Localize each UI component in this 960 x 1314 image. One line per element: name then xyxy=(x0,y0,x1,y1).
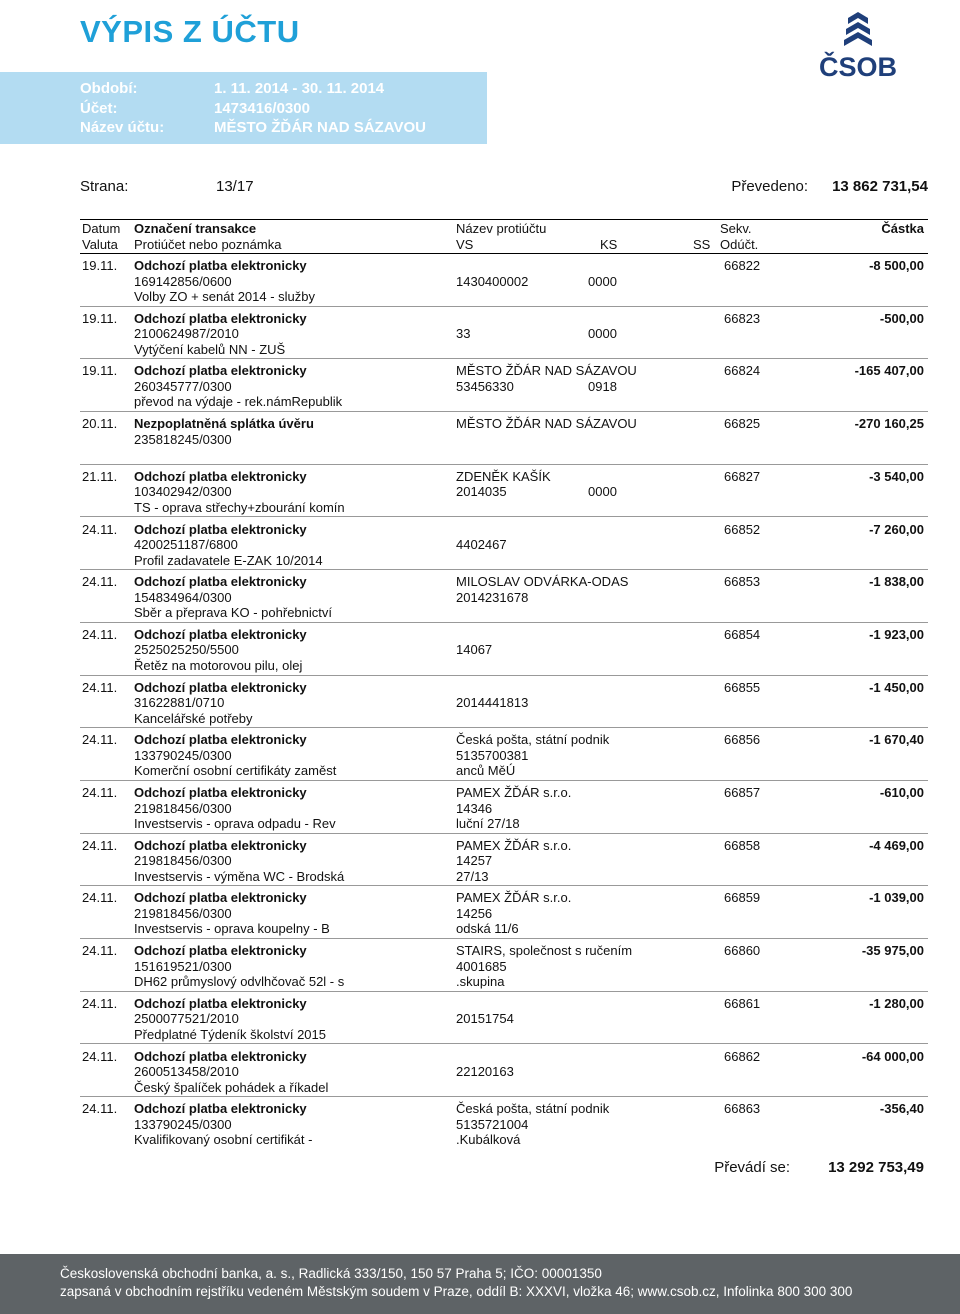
statement-title: VÝPIS Z ÚČTU xyxy=(80,14,300,49)
header-valuta: Valuta xyxy=(82,237,118,252)
tx-amount: -35 975,00 xyxy=(861,943,924,959)
tx-vs: 20151754 xyxy=(456,1011,514,1027)
tx-note: Profil zadavatele E-ZAK 10/2014 xyxy=(134,552,323,568)
period-label: Období: xyxy=(80,80,138,97)
tx-note: Volby ZO + senát 2014 - služby xyxy=(134,289,316,304)
tx-sequence: 66853 xyxy=(724,574,761,590)
tx-note: Vytýčení kabelů NN - ZUŠ xyxy=(134,341,286,357)
tx-ks: 0918 xyxy=(588,378,617,394)
tx-sequence: 66862 xyxy=(724,1048,761,1064)
tx-note: převod na výdaje - rek.námRepublik xyxy=(134,394,343,410)
tx-name-cont: luční 27/18 xyxy=(456,816,520,831)
tx-note: Sběr a přeprava KO - pohřebnictví xyxy=(134,605,332,621)
tx-note: Předplatné Týdeník školství 2015 xyxy=(134,1026,326,1042)
tx-type: Odchozí platba elektronicky xyxy=(134,521,307,537)
row-divider xyxy=(80,516,928,517)
row-divider xyxy=(80,622,928,623)
tx-amount: -1 450,00 xyxy=(869,679,924,695)
header-sequence: Sekv. xyxy=(720,221,752,236)
tx-counter-name: PAMEX ŽĎÁR s.r.o. xyxy=(456,837,572,853)
tx-counter-account: 260345777/0300 xyxy=(134,378,232,394)
tx-counter-account: 2500077521/2010 xyxy=(134,1011,239,1027)
tx-type: Odchozí platba elektronicky xyxy=(134,310,307,326)
tx-name-cont: anců MěÚ xyxy=(456,763,516,779)
tx-date: 24.11. xyxy=(82,574,118,590)
header-booking: Odúčt. xyxy=(720,237,759,252)
table-row xyxy=(80,680,928,733)
row-divider xyxy=(80,411,928,412)
tx-vs: 4001685 xyxy=(456,958,507,974)
tx-counter-account: 103402942/0300 xyxy=(134,484,232,500)
tx-name-cont: 27/13 xyxy=(456,868,489,884)
tx-note: DH62 průmyslový odvlhčovač 52l - s xyxy=(134,974,345,990)
row-divider xyxy=(80,1096,928,1097)
tx-note: Kvalifikovaný osobní certifikát - xyxy=(134,1132,313,1148)
tx-type: Odchozí platba elektronicky xyxy=(134,1101,307,1117)
table-row xyxy=(80,890,928,943)
tx-vs: 2014035 xyxy=(456,484,507,500)
tx-date: 24.11. xyxy=(82,837,118,853)
tx-note: Komerční osobní certifikáty zaměst xyxy=(134,763,337,779)
tx-sequence: 66861 xyxy=(724,995,761,1011)
tx-vs: 33 xyxy=(456,326,471,342)
tx-type: Nezpoplatněná splátka úvěru xyxy=(134,416,314,432)
tx-amount: -356,40 xyxy=(879,1101,924,1117)
header-bottom-rule xyxy=(80,253,928,254)
tx-type: Odchozí platba elektronicky xyxy=(134,626,307,642)
tx-amount: -8 500,00 xyxy=(869,258,924,273)
tx-sequence: 66860 xyxy=(724,943,761,959)
tx-type: Odchozí platba elektronicky xyxy=(134,732,307,748)
table-row xyxy=(80,574,928,627)
tx-counter-name: ZDENĚK KAŠÍK xyxy=(456,468,551,484)
tx-sequence: 66863 xyxy=(724,1101,761,1117)
tx-date: 24.11. xyxy=(82,1048,118,1064)
tx-vs: 1430400002 xyxy=(456,273,529,289)
table-row xyxy=(80,996,928,1049)
tx-sequence: 66827 xyxy=(724,468,761,484)
tx-amount: -1 923,00 xyxy=(869,626,924,642)
header-vs: VS xyxy=(456,237,474,252)
tx-type: Odchozí platba elektronicky xyxy=(134,574,307,590)
tx-sequence: 66855 xyxy=(724,679,761,695)
tx-counter-account: 133790245/0300 xyxy=(134,747,232,763)
row-divider xyxy=(80,991,928,992)
tx-counter-account: 2600513458/2010 xyxy=(134,1064,239,1079)
tx-counter-account: 2100624987/2010 xyxy=(134,326,239,342)
tx-amount: -7 260,00 xyxy=(869,521,924,537)
tx-ks: 0000 xyxy=(588,273,617,289)
tx-amount: -165 407,00 xyxy=(854,363,924,379)
footer-line-2: zapsaná v obchodním rejstříku vedeném Městským soudem v Praze, oddíl B: XXXVI, vložka 46; www.csob.cz, Infolinka 800 300 300 xyxy=(60,1284,853,1299)
tx-sequence: 66824 xyxy=(724,363,761,379)
row-divider xyxy=(80,780,928,781)
row-divider xyxy=(80,464,928,465)
tx-note: Kancelářské potřeby xyxy=(134,710,253,726)
tx-amount: -3 540,00 xyxy=(869,468,924,484)
transferred-out-value: 13 292 753,49 xyxy=(828,1159,924,1176)
tx-sequence: 66857 xyxy=(724,785,761,800)
tx-note: Český špalíček pohádek a říkadel xyxy=(134,1079,329,1095)
tx-name-cont: .Kubálková xyxy=(456,1132,521,1148)
tx-date: 24.11. xyxy=(82,521,118,537)
row-divider xyxy=(80,833,928,834)
table-row xyxy=(80,732,928,785)
tx-type: Odchozí platba elektronicky xyxy=(134,468,307,484)
table-row xyxy=(80,943,928,996)
page-label: Strana: xyxy=(80,178,129,195)
tx-amount: -1 670,40 xyxy=(869,732,924,748)
tx-date: 24.11. xyxy=(82,626,118,642)
tx-vs: 5135721004 xyxy=(456,1116,529,1132)
tx-note: TS - oprava střechy+zbourání komín xyxy=(134,499,345,515)
tx-counter-name: MILOSLAV ODVÁRKA-ODAS xyxy=(456,574,629,590)
table-row xyxy=(80,838,928,891)
tx-amount: -4 469,00 xyxy=(869,837,924,853)
tx-counter-name: Česká pošta, státní podnik xyxy=(456,1101,610,1117)
account-value: 1473416/0300 xyxy=(214,100,310,117)
tx-counter-account: 169142856/0600 xyxy=(134,273,232,289)
tx-counter-name: MĚSTO ŽĎÁR NAD SÁZAVOU xyxy=(456,363,637,379)
tx-vs: 14346 xyxy=(456,800,493,816)
tx-date: 24.11. xyxy=(82,1101,118,1117)
tx-type: Odchozí platba elektronicky xyxy=(134,1048,307,1064)
tx-counter-name: PAMEX ŽĎÁR s.r.o. xyxy=(456,890,572,906)
tx-type: Odchozí platba elektronicky xyxy=(134,837,307,853)
tx-vs: 22120163 xyxy=(456,1064,514,1079)
tx-counter-account: 133790245/0300 xyxy=(134,1116,232,1132)
tx-counter-name: STAIRS, společnost s ručením xyxy=(456,943,633,959)
tx-vs: 2014231678 xyxy=(456,589,529,605)
svg-text:ČSOB: ČSOB xyxy=(818,52,898,80)
tx-type: Odchozí platba elektronicky xyxy=(134,363,307,379)
account-info-panel xyxy=(0,72,487,144)
row-divider xyxy=(80,727,928,728)
tx-note: Investservis - výměna WC - Brodská xyxy=(134,868,345,884)
tx-sequence: 66856 xyxy=(724,732,761,748)
tx-note: Investservis - oprava koupelny - B xyxy=(134,921,330,937)
transferred-out xyxy=(714,1159,924,1176)
tx-counter-account: 219818456/0300 xyxy=(134,853,232,869)
csob-logo xyxy=(810,8,906,80)
header-amount: Částka xyxy=(881,221,924,236)
header-ks: KS xyxy=(600,237,618,252)
header-counter-account: Protiúčet nebo poznámka xyxy=(134,237,282,252)
tx-counter-account: 4200251187/6800 xyxy=(134,537,238,552)
tx-type: Odchozí platba elektronicky xyxy=(134,890,307,906)
bank-footer xyxy=(0,1254,960,1314)
table-row xyxy=(80,627,928,680)
row-divider xyxy=(80,675,928,676)
tx-counter-name: MĚSTO ŽĎÁR NAD SÁZAVOU xyxy=(456,416,637,432)
tx-sequence: 66852 xyxy=(724,521,761,537)
row-divider xyxy=(80,306,928,307)
tx-counter-account: 31622881/0710 xyxy=(134,695,225,711)
header-ss: SS xyxy=(693,237,711,252)
account-name-label: Název účtu: xyxy=(80,119,165,136)
transferred-in-label: Převedeno: xyxy=(731,178,809,195)
tx-counter-name: Česká pošta, státní podnik xyxy=(456,732,610,748)
tx-counter-name: PAMEX ŽĎÁR s.r.o. xyxy=(456,785,572,800)
tx-sequence: 66825 xyxy=(724,416,761,432)
tx-date: 21.11. xyxy=(82,468,118,484)
tx-amount: -270 160,25 xyxy=(854,416,924,432)
tx-counter-account: 219818456/0300 xyxy=(134,905,232,921)
tx-counter-account: 219818456/0300 xyxy=(134,800,232,816)
tx-type: Odchozí platba elektronicky xyxy=(134,258,307,273)
tx-counter-account: 154834964/0300 xyxy=(134,589,232,605)
tx-date: 24.11. xyxy=(82,679,118,695)
tx-counter-account: 151619521/0300 xyxy=(134,958,232,974)
tx-type: Odchozí platba elektronicky xyxy=(134,679,307,695)
tx-type: Odchozí platba elektronicky xyxy=(134,943,307,959)
table-row xyxy=(80,1049,928,1102)
tx-type: Odchozí platba elektronicky xyxy=(134,785,307,800)
tx-date: 19.11. xyxy=(82,363,118,379)
page-number: 13/17 xyxy=(216,178,254,195)
table-row xyxy=(80,1101,928,1154)
tx-date: 19.11. xyxy=(82,310,118,326)
header-date: Datum xyxy=(82,221,121,236)
table-top-rule xyxy=(80,219,928,220)
tx-date: 20.11. xyxy=(82,416,118,432)
tx-vs: 2014441813 xyxy=(456,695,529,711)
tx-name-cont: odská 11/6 xyxy=(456,921,519,937)
tx-sequence: 66823 xyxy=(724,310,761,326)
account-label: Účet: xyxy=(80,100,118,117)
tx-sequence: 66858 xyxy=(724,837,761,853)
row-divider xyxy=(80,358,928,359)
tx-amount: -64 000,00 xyxy=(861,1048,924,1064)
period-value: 1. 11. 2014 - 30. 11. 2014 xyxy=(214,80,385,97)
header-designation: Označení transakce xyxy=(134,221,257,236)
table-row xyxy=(80,363,928,416)
transferred-in-value: 13 862 731,54 xyxy=(832,178,928,195)
tx-date: 24.11. xyxy=(82,890,118,906)
table-row xyxy=(80,469,928,522)
table-row xyxy=(80,785,928,838)
tx-date: 19.11. xyxy=(82,258,118,273)
table-row xyxy=(80,258,928,311)
tx-vs: 14257 xyxy=(456,853,493,869)
tx-name-cont: .skupina xyxy=(456,974,505,990)
tx-vs: 5135700381 xyxy=(456,747,529,763)
tx-note: Investservis - oprava odpadu - Rev xyxy=(134,816,336,831)
transferred-in xyxy=(731,178,928,195)
footer-line-1: Československá obchodní banka, a. s., Radlická 333/150, 150 57 Praha 5; IČO: 00001350 xyxy=(60,1266,602,1281)
tx-counter-account: 235818245/0300 xyxy=(134,431,232,447)
tx-date: 24.11. xyxy=(82,995,118,1011)
table-row xyxy=(80,416,928,469)
tx-note: Řetěz na motorovou pilu, olej xyxy=(134,657,303,673)
tx-date: 24.11. xyxy=(82,785,118,800)
tx-vs: 14256 xyxy=(456,905,493,921)
row-divider xyxy=(80,938,928,939)
tx-vs: 14067 xyxy=(456,642,493,658)
tx-amount: -500,00 xyxy=(879,310,924,326)
table-row xyxy=(80,311,928,364)
transferred-out-label: Převádí se: xyxy=(714,1159,791,1176)
row-divider xyxy=(80,569,928,570)
tx-vs: 53456330 xyxy=(456,378,514,394)
tx-amount: -1 838,00 xyxy=(869,574,924,590)
tx-sequence: 66854 xyxy=(724,626,761,642)
tx-sequence: 66822 xyxy=(724,258,761,273)
tx-date: 24.11. xyxy=(82,732,118,748)
tx-amount: -1 280,00 xyxy=(869,995,924,1011)
tx-date: 24.11. xyxy=(82,943,118,959)
tx-ks: 0000 xyxy=(588,484,617,500)
row-divider xyxy=(80,885,928,886)
tx-vs: 4402467 xyxy=(456,537,507,552)
tx-type: Odchozí platba elektronicky xyxy=(134,995,307,1011)
tx-amount: -610,00 xyxy=(879,785,924,800)
header-counter-name: Název protiúčtu xyxy=(456,221,547,236)
tx-amount: -1 039,00 xyxy=(869,890,924,906)
tx-counter-account: 2525025250/5500 xyxy=(134,642,239,658)
tx-ks: 0000 xyxy=(588,326,617,342)
table-row xyxy=(80,522,928,575)
account-name-value: MĚSTO ŽĎÁR NAD SÁZAVOU xyxy=(214,119,426,136)
row-divider xyxy=(80,1043,928,1044)
tx-sequence: 66859 xyxy=(724,890,761,906)
